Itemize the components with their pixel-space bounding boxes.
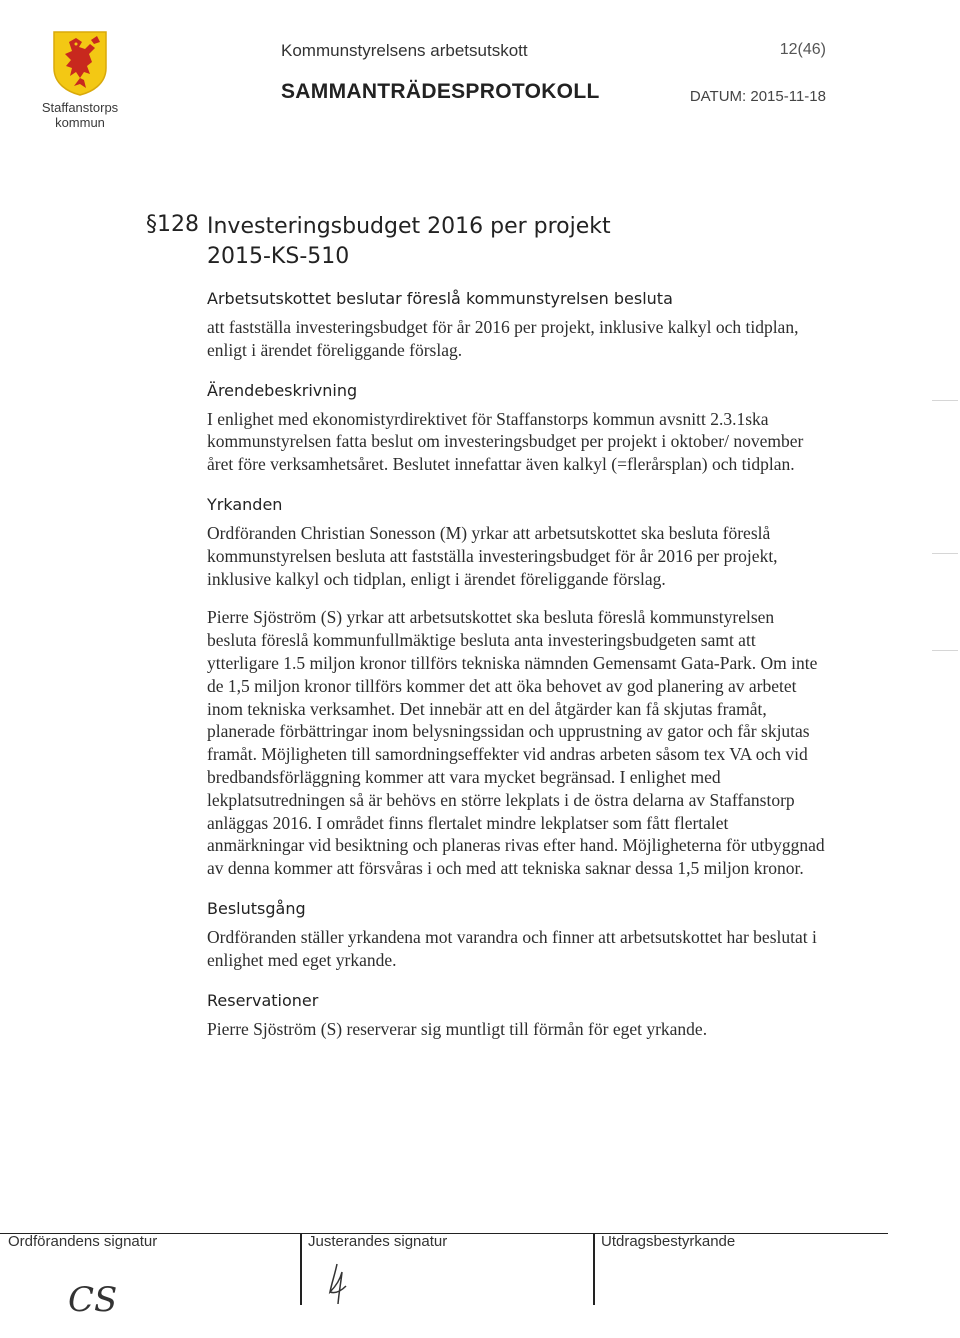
scan-artifact [932,400,958,401]
section-number: §128 [146,212,199,237]
document-title: SAMMANTRÄDESPROTOKOLL [281,80,600,103]
scan-artifact [932,650,958,651]
reservations-heading: Reservationer [207,990,319,1010]
minutes-body [207,288,827,1040]
scan-artifact [932,553,958,554]
logo-line-1: Staffanstorps [41,100,119,115]
decision-text: att fastställa investeringsbudget för år 2016 per projekt, inklusive kalkyl och tidplan, enligt i ärendet föreliggande förslag. [207,317,799,360]
chair-signature-label: Ordförandens signatur [8,1233,158,1250]
signature-divider [300,1233,302,1305]
chair-initials-signature: CS [68,1280,118,1320]
extract-box [601,1233,735,1303]
decision-intro: Arbetsutskottet beslutar föreslå kommunstyrelsen besluta [207,289,673,308]
case-number: 2015-KS-510 [207,244,350,269]
procedure-text: Ordföranden ställer yrkandena mot varandra och finner att arbetsutskottet har beslutat i enlighet med eget yrkande. [207,926,817,970]
coat-of-arms-icon [52,30,108,96]
logo-line-2: kommun [55,115,105,130]
extract-label: Utdragsbestyrkande [601,1233,736,1250]
meeting-date [690,88,826,105]
motion-chair: Ordföranden Christian Sonesson (M) yrkar att arbetsutskottet ska besluta föreslå kommunstyrelsen besluta att fastställa investeringsbudget för år 2016 per projekt, inklusive kalkyl och tidplan, enligt i ärendet föreliggande förslag. [207,522,778,589]
adjuster-signature-label: Justerandes signatur [308,1233,448,1250]
description-heading: Ärendebeskrivning [207,380,358,400]
date-label: DATUM: [689,88,747,105]
motion-sjostrom: Pierre Sjöström (S) yrkar att arbetsutskottet ska besluta föreslå kommunstyrelsen besluta föreslå kommunfullmäktige besluta anta investeringsbudgeten samt att ytterligare 1.5 miljon kronor tillförs tekniska nämnden Gemensamt Gata-Park. Om inte de 1,5 miljon kronor tillförs kommer det att öka behovet av god planering av arbetet inom tekniska verksamhet. Det innebär att en del åtgärder kan få skjutas framåt, planerade förbättringar inom belysningssidan och upprustning av gator och får skjutas framåt. Möjligheten till samordningseffekter vid andras arbeten såsom tex VA och vid bredbandsförläggning kommer att vara mycket begränsad. I enlighet med lekplatsutredningen så är behövs en större lekplats i de östra delarna av Staffanstorp anläggas 2016. I området finns flertalet mindre lekplatser som fått flertalet anmärkningar vid besiktning och planeras rivas efter hand. Möjligheterna för utbyggnad av denna kommer att försvåras i och med att tekniska saknar dessa 1,5 miljon kronor. [207,607,825,879]
section-heading [207,212,611,272]
reservations-text: Pierre Sjöström (S) reserverar sig muntligt till förmån för eget yrkande. [207,1018,708,1039]
description-text: I enlighet med ekonomistyrdirektivet för Staffanstorps kommun avsnitt 2.3.1ska kommunstyrelsen fatta beslut om investeringsbudget per projekt i oktober/ november året före verksamhetsåret. Beslutet innefattar även kalkyl (=flerårsplan) och tidplan. [207,408,804,475]
page-number: 12(46) [779,41,826,58]
date-value: 2015-11-18 [750,88,826,105]
signature-divider [593,1233,595,1305]
section-title: Investeringsbudget 2016 per projekt [207,214,611,239]
municipality-logo [30,30,130,130]
procedure-heading: Beslutsgång [207,898,306,918]
adjuster-signature-scribble [322,1262,352,1306]
motions-heading: Yrkanden [207,494,283,514]
committee-name: Kommunstyrelsens arbetsutskott [281,41,528,60]
